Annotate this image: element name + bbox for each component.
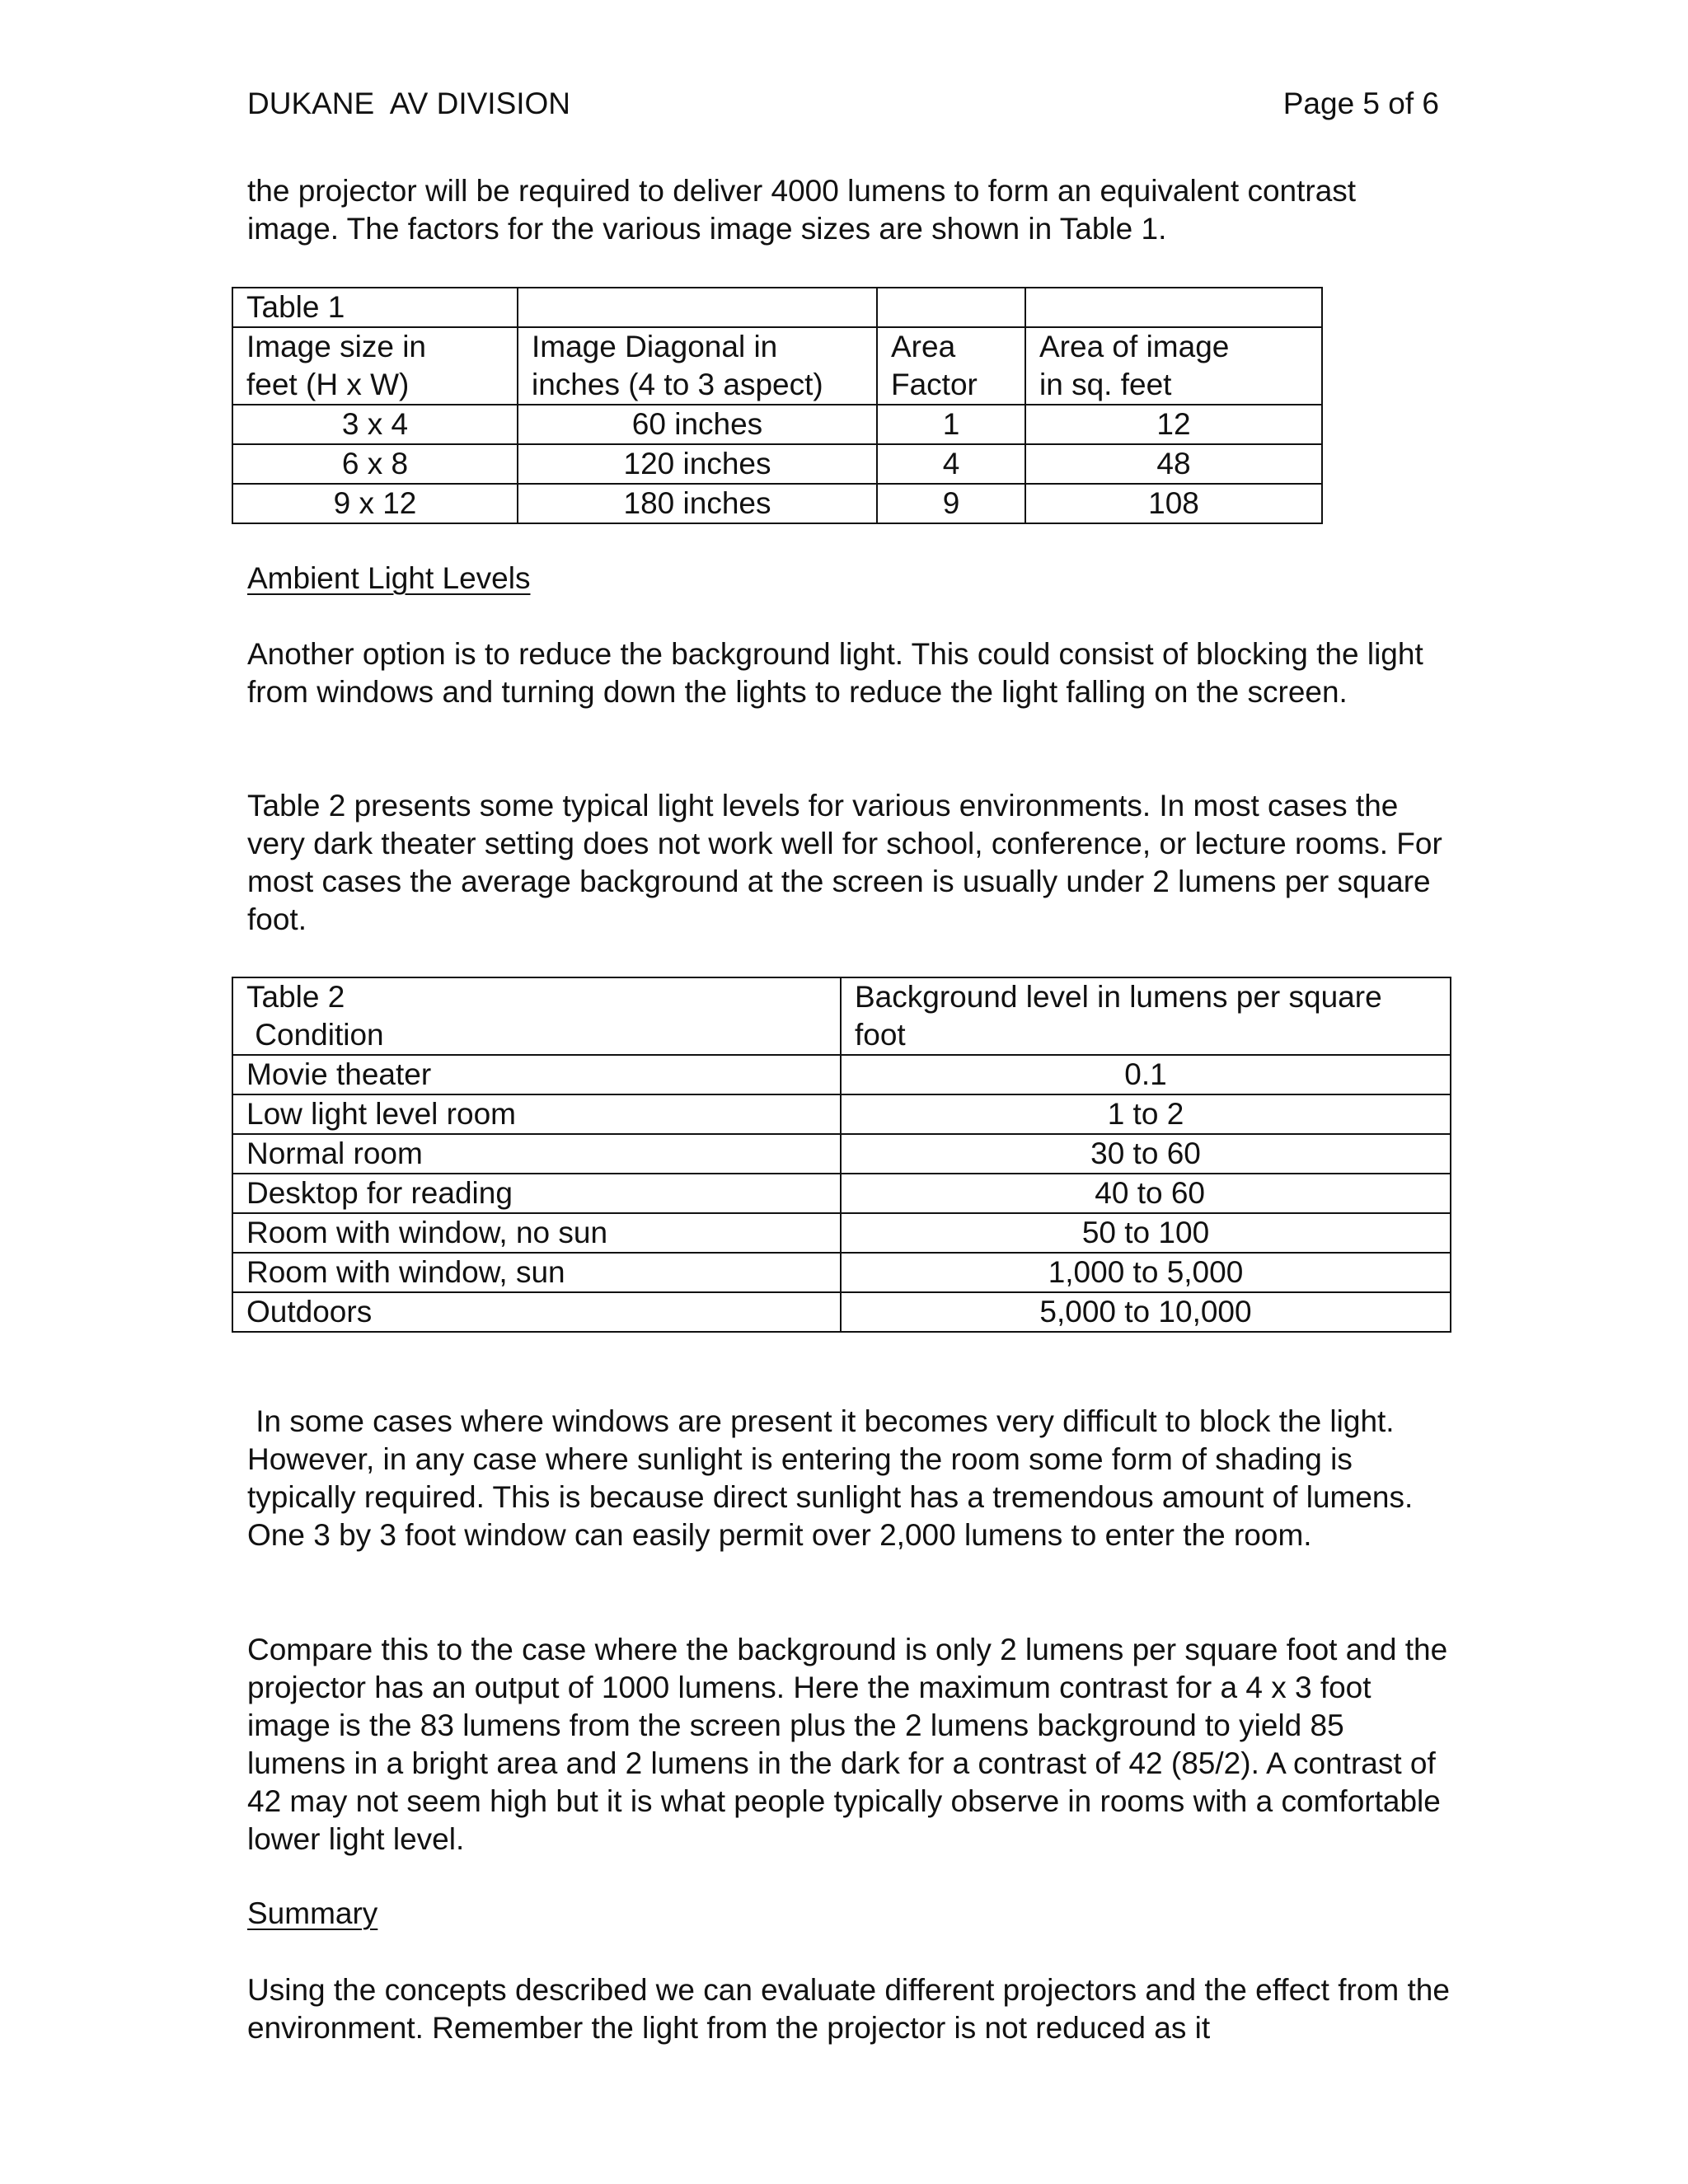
table-cell: 1 to 2 [841, 1094, 1451, 1134]
paragraph-compare: Compare this to the case where the background is only 2 lumens per square foot and the projector has an output of 1000 lumens. Here the maximum contrast for a 4 x 3 foot image is the 83 lumens from the screen plus the 2 lumens background to yield 85 lumens in a bright area and 2 lumens in the dark for a contrast of 42 (85/2). A contrast of 42 may not seem high but it is what people typically observe in rooms with a comfortable lower light level. [247, 1633, 1448, 1856]
table-1 [232, 287, 1323, 524]
table-1-header: Area of image in sq. feet [1025, 327, 1322, 405]
table-cell: 6 x 8 [232, 444, 518, 484]
table-cell: 30 to 60 [841, 1134, 1451, 1174]
table-cell: 180 inches [518, 484, 877, 523]
table-1-header: Area Factor [877, 327, 1025, 405]
table-row [232, 484, 1322, 523]
paragraph-intro: the projector will be required to deliver 4000 lumens to form an equivalent contrast image. The factors for the various image sizes are shown in Table 1. [247, 174, 1357, 246]
table-2-header-condition [232, 977, 841, 1055]
table-1-title-row [232, 288, 1322, 327]
table-cell: 1 [877, 405, 1025, 444]
table-cell: 40 to 60 [841, 1174, 1451, 1213]
table-row [232, 1094, 1451, 1134]
table-cell: 120 inches [518, 444, 877, 484]
heading-summary: Summary [247, 1896, 378, 1930]
heading-ambient-light-levels: Ambient Light Levels [247, 561, 531, 595]
header-division: DUKANE AV DIVISION [247, 87, 571, 120]
table-cell: 108 [1025, 484, 1322, 523]
table-cell: Normal room [232, 1134, 841, 1174]
table-cell: 12 [1025, 405, 1322, 444]
table-row [232, 1174, 1451, 1213]
table-1-header: Image Diagonal in inches (4 to 3 aspect) [518, 327, 877, 405]
table-cell: 60 inches [518, 405, 877, 444]
table-cell: Room with window, no sun [232, 1213, 841, 1253]
table-cell: 3 x 4 [232, 405, 518, 444]
table-2 [232, 977, 1451, 1333]
paragraph-summary: Using the concepts described we can evaluate different projectors and the effect from the environment. Remember the light from the projector is not reduced as it [247, 1973, 1450, 2045]
table-row [232, 1213, 1451, 1253]
table-1-header-row [232, 327, 1322, 405]
table-cell: 0.1 [841, 1055, 1451, 1094]
table-cell: Desktop for reading [232, 1174, 841, 1213]
table-row [232, 1055, 1451, 1094]
paragraph-windows: In some cases where windows are present it becomes very difficult to block the light. However, in any case where sunlight is entering the room some form of shading is typically required. This is because direct sunlight has a tremendous amount of lumens. One 3 by 3 foot window can easily permit over 2,000 lumens to enter the room. [247, 1404, 1430, 1552]
table-cell: 48 [1025, 444, 1322, 484]
table-cell: 1,000 to 5,000 [841, 1253, 1451, 1292]
table-1-header: Image size in feet (H x W) [232, 327, 518, 405]
table-cell: 5,000 to 10,000 [841, 1292, 1451, 1332]
table-row [232, 444, 1322, 484]
table-cell: 4 [877, 444, 1025, 484]
table-cell: Low light level room [232, 1094, 841, 1134]
table-row [232, 405, 1322, 444]
table-2-header-level: Background level in lumens per square foot [841, 977, 1451, 1055]
table-cell: Room with window, sun [232, 1253, 841, 1292]
table-2-condition-label: Condition [246, 1018, 384, 1052]
table-cell: 50 to 100 [841, 1213, 1451, 1253]
table-cell: Outdoors [232, 1292, 841, 1332]
table-1-title: Table 1 [232, 288, 518, 327]
table-row [232, 1253, 1451, 1292]
header-page-number: Page 5 of 6 [1282, 87, 1439, 120]
table-cell: Movie theater [232, 1055, 841, 1094]
table-cell: 9 x 12 [232, 484, 518, 523]
table-row [232, 1292, 1451, 1332]
paragraph-ambient-1: Another option is to reduce the background light. This could consist of blocking the light from windows and turning down the lights to reduce the light falling on the screen. [247, 637, 1423, 709]
paragraph-ambient-2: Table 2 presents some typical light levels for various environments. In most cases the very dark theater setting does not work well for school, conference, or lecture rooms. For most cases the average background at the screen is usually under 2 lumens per square foot. [247, 789, 1442, 936]
table-2-title: Table 2 [246, 980, 345, 1014]
table-row [232, 1134, 1451, 1174]
table-cell: 9 [877, 484, 1025, 523]
table-2-header-row [232, 977, 1451, 1055]
